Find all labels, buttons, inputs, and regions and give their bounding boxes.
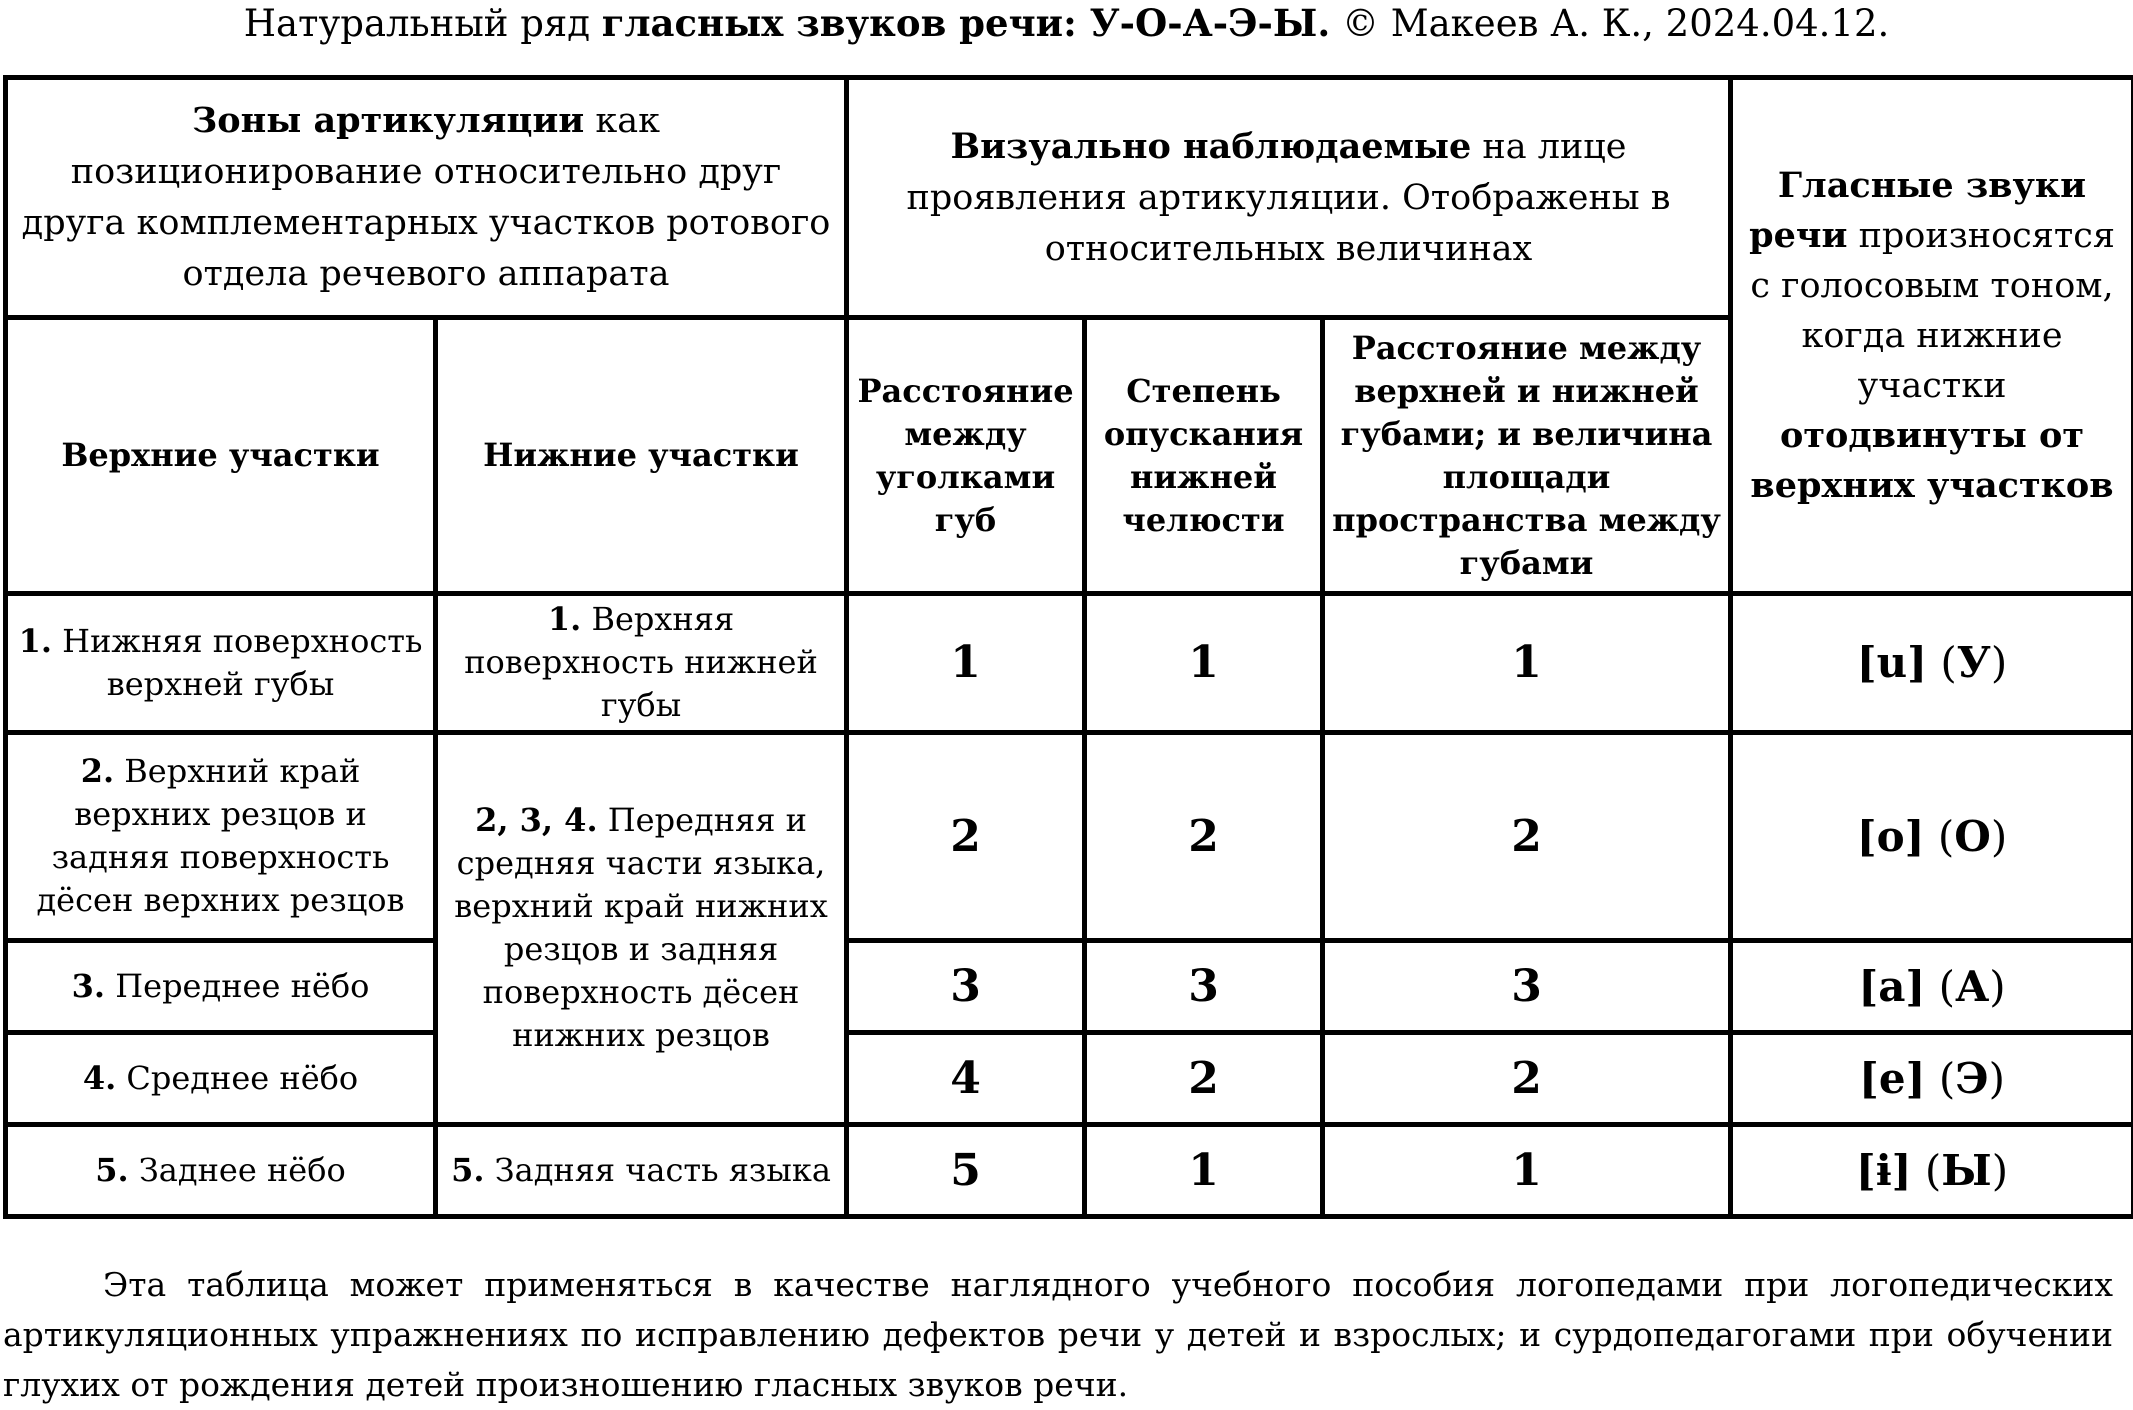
vowel-cell bbox=[1731, 1124, 2133, 1216]
jaw-value: 1 bbox=[1085, 594, 1323, 732]
articulation-table bbox=[3, 75, 2133, 1219]
upper-zone-text: Заднее нёбо bbox=[129, 1151, 346, 1189]
title-bold: гласных звуков речи: У-О-А-Э-Ы. bbox=[602, 1, 1330, 45]
header-vowels-text: произносятся с голосовым тоном, когда нижние участки bbox=[1750, 216, 2115, 406]
lower-zone-text: Передняя и средняя части языка, верхний край нижних резцов и задняя поверхность дёсен нижних резцов bbox=[454, 801, 828, 1054]
vowel-cyrillic-group: (Э) bbox=[1939, 1054, 2005, 1103]
header-lips-corner: Расстояние между уголками губ bbox=[847, 318, 1085, 594]
lower-zone-num: 2, 3, 4. bbox=[475, 801, 598, 839]
vowel-cyrillic: У bbox=[1957, 638, 1991, 687]
lips-corner-value: 1 bbox=[847, 594, 1085, 732]
vowel-cell bbox=[1731, 1032, 2133, 1124]
jaw-value: 1 bbox=[1085, 1124, 1323, 1216]
upper-zone-num: 5. bbox=[95, 1151, 128, 1189]
lips-gap-value: 3 bbox=[1323, 940, 1731, 1032]
footnote bbox=[3, 1260, 2113, 1410]
header-row-top bbox=[6, 78, 2133, 318]
header-visual-bold: Визуально наблюдаемые bbox=[951, 126, 1472, 167]
vowel-ipa: [ɨ] bbox=[1856, 1146, 1912, 1195]
lips-gap-value: 2 bbox=[1323, 1032, 1731, 1124]
lips-gap-value: 1 bbox=[1323, 594, 1731, 732]
lips-gap-value: 2 bbox=[1323, 732, 1731, 940]
title-tail: © Макеев А. К., 2024.04.12. bbox=[1330, 2, 1889, 45]
header-upper: Верхние участки bbox=[6, 318, 436, 594]
header-zones bbox=[6, 78, 847, 318]
upper-zone-cell bbox=[6, 1032, 436, 1124]
vowel-ipa: [o] bbox=[1857, 812, 1925, 861]
vowel-cyrillic: Ы bbox=[1941, 1146, 1991, 1195]
vowel-cyrillic-group: (Ы) bbox=[1925, 1146, 2008, 1195]
upper-zone-num: 2. bbox=[81, 752, 114, 790]
table-row bbox=[6, 732, 2133, 940]
upper-zone-text: Верхний край верхних резцов и задняя поверхность дёсен верхних резцов bbox=[36, 752, 404, 919]
header-lower: Нижние участки bbox=[436, 318, 847, 594]
lower-zone-text: Задняя часть языка bbox=[485, 1151, 831, 1189]
lips-corner-value: 5 bbox=[847, 1124, 1085, 1216]
jaw-value: 3 bbox=[1085, 940, 1323, 1032]
upper-zone-text: Среднее нёбо bbox=[116, 1059, 358, 1097]
lower-zone-num: 1. bbox=[548, 600, 581, 638]
table-row bbox=[6, 1032, 2133, 1124]
lower-zone-cell bbox=[436, 732, 847, 1124]
header-vowels bbox=[1731, 78, 2133, 594]
upper-zone-cell bbox=[6, 732, 436, 940]
vowel-cyrillic: А bbox=[1955, 962, 1989, 1011]
header-lips-gap: Расстояние между верхней и нижней губами; и величина площади пространства между губами bbox=[1323, 318, 1731, 594]
upper-zone-num: 3. bbox=[72, 967, 105, 1005]
upper-zone-cell bbox=[6, 940, 436, 1032]
upper-zone-cell bbox=[6, 594, 436, 732]
title-lead: Натуральный ряд bbox=[244, 2, 602, 45]
lips-corner-value: 3 bbox=[847, 940, 1085, 1032]
header-zones-text: как позиционирование относительно друг друга комплементарных участков ротового отдела речевого аппарата bbox=[22, 101, 831, 294]
vowel-cyrillic-group: (У) bbox=[1940, 638, 2007, 687]
header-jaw: Степень опускания нижней челюсти bbox=[1085, 318, 1323, 594]
upper-zone-num: 1. bbox=[19, 622, 52, 660]
jaw-value: 2 bbox=[1085, 1032, 1323, 1124]
header-zones-bold: Зоны артикуляции bbox=[192, 100, 584, 141]
header-visual bbox=[847, 78, 1731, 318]
lips-corner-value: 4 bbox=[847, 1032, 1085, 1124]
upper-zone-text: Переднее нёбо bbox=[105, 967, 369, 1005]
table-row bbox=[6, 594, 2133, 732]
vowel-cell bbox=[1731, 940, 2133, 1032]
footnote-text: Эта таблица может применяться в качестве наглядного учебного пособия логопедами при логопедических артикуляционных упражнениях по исправлению дефектов речи у детей и взрослых; и сурдопедагогами при обучении глухих от рождения детей произношению гласных звуков речи. bbox=[3, 1260, 2113, 1410]
document-title bbox=[0, 0, 2133, 46]
lips-corner-value: 2 bbox=[847, 732, 1085, 940]
upper-zone-cell bbox=[6, 1124, 436, 1216]
jaw-value: 2 bbox=[1085, 732, 1323, 940]
header-vowels-bold: Гласные звуки речи bbox=[1749, 165, 2086, 256]
table-row bbox=[6, 940, 2133, 1032]
vowel-cyrillic-group: (А) bbox=[1939, 962, 2006, 1011]
lower-zone-text: Верхняя поверхность нижней губы bbox=[464, 600, 818, 724]
table-row bbox=[6, 1124, 2133, 1216]
vowel-cell bbox=[1731, 732, 2133, 940]
lower-zone-num: 5. bbox=[451, 1151, 484, 1189]
vowel-ipa: [a] bbox=[1858, 962, 1925, 1011]
lips-gap-value: 1 bbox=[1323, 1124, 1731, 1216]
vowel-ipa: [e] bbox=[1859, 1054, 1925, 1103]
header-visual-text: на лице проявления артикуляции. Отображены в относительных величинах bbox=[907, 127, 1671, 269]
vowel-ipa: [u] bbox=[1857, 638, 1927, 687]
vowel-cyrillic-group: (О) bbox=[1938, 812, 2007, 861]
lower-zone-cell bbox=[436, 594, 847, 732]
vowel-cell bbox=[1731, 594, 2133, 732]
lower-zone-cell bbox=[436, 1124, 847, 1216]
vowel-cyrillic: О bbox=[1954, 812, 1991, 861]
upper-zone-num: 4. bbox=[83, 1059, 116, 1097]
header-vowels-bold-end: отодвинуты от верхних участков bbox=[1750, 415, 2113, 506]
upper-zone-text: Нижняя поверхность верхней губы bbox=[52, 622, 422, 703]
vowel-cyrillic: Э bbox=[1955, 1054, 1988, 1103]
